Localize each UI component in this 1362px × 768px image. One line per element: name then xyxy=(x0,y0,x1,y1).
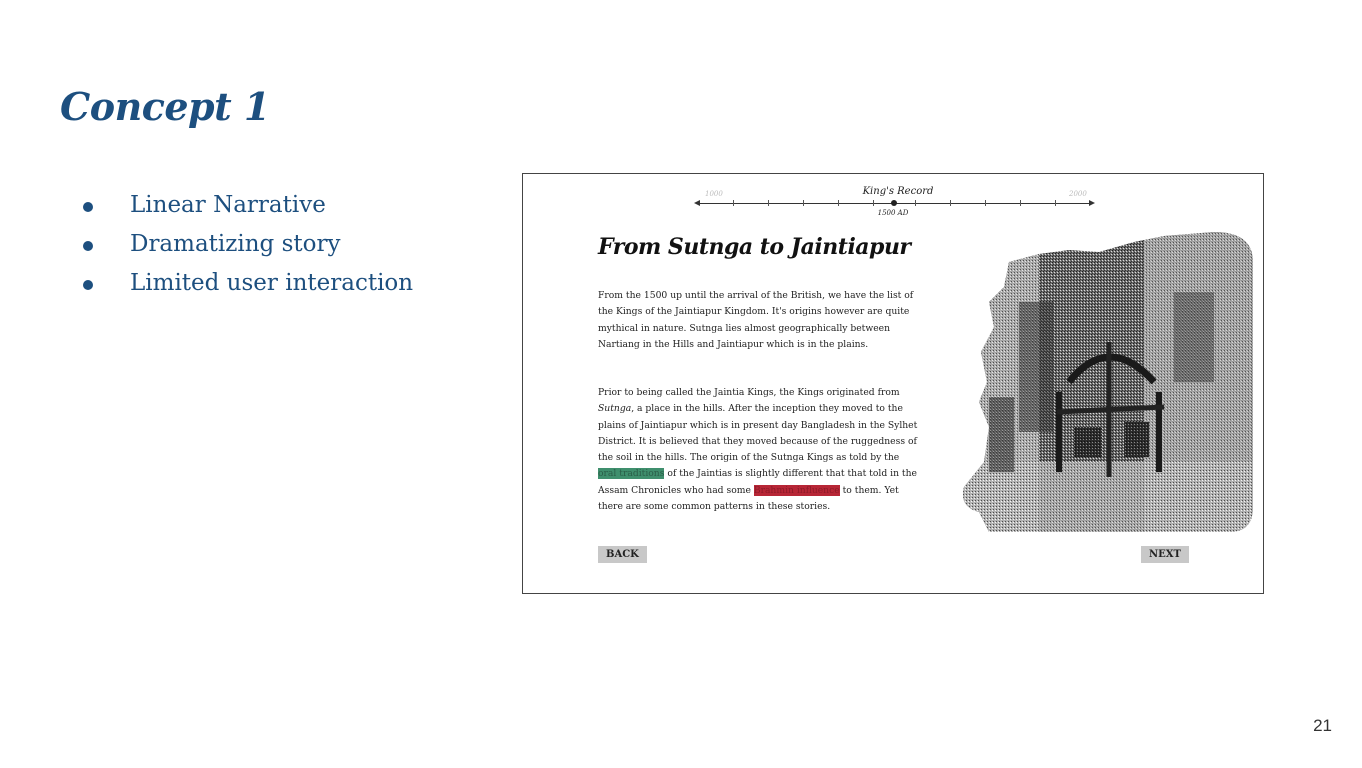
timeline-tick xyxy=(950,200,951,206)
highlight-brahmin-influence[interactable]: Brahmin influence xyxy=(753,484,840,496)
bullet-dot-icon xyxy=(83,280,93,290)
timeline-marker[interactable] xyxy=(891,200,897,206)
timeline-current-label: 1500 AD xyxy=(877,209,909,217)
bullet-text: Dramatizing story xyxy=(130,231,341,257)
story-paragraph-2 xyxy=(598,385,918,515)
timeline-end-label: 2000 xyxy=(1069,190,1087,198)
page-number: 21 xyxy=(1313,716,1332,735)
next-button[interactable]: NEXT xyxy=(1141,546,1189,563)
bullet-item xyxy=(78,264,413,303)
ruin-photo xyxy=(959,232,1253,532)
story-paragraph-1: From the 1500 up until the arrival of the British, we have the list of the Kings of the Jaintiapur Kingdom. It's origins however are quite mythical in nature. Sutnga lies almost geographically between Nartiang in the Hills and Jaintiapur which is in the plains. xyxy=(598,290,914,350)
timeline-tick xyxy=(733,200,734,206)
timeline-tick xyxy=(838,200,839,206)
timeline-right-arrow-icon xyxy=(1089,200,1095,206)
story-title: From Sutnga to Jaintiapur xyxy=(598,234,911,260)
story-mockup-frame xyxy=(522,173,1264,594)
timeline-tick xyxy=(768,200,769,206)
slide-title: Concept 1 xyxy=(60,84,270,129)
bullet-text: Linear Narrative xyxy=(130,192,326,218)
highlight-oral-traditions[interactable]: oral traditions xyxy=(598,468,665,480)
bullet-dot-icon xyxy=(83,241,93,251)
timeline-tick xyxy=(1055,200,1056,206)
timeline-tick xyxy=(1020,200,1021,206)
back-button[interactable]: BACK xyxy=(598,546,647,563)
bullet-dot-icon xyxy=(83,202,93,212)
timeline-title: King's Record xyxy=(862,186,934,197)
timeline-tick xyxy=(873,200,874,206)
paragraph-text: , a place in the hills. After the inception they moved to the plains of Jaintiapur which is in present day Bangladesh in the Sylhet District. It is believed that they moved because of the ruggedness of the soil in the hills. The origin of the Sutnga Kings as told by the xyxy=(598,403,918,464)
paragraph-text: to them. Yet there are some common patterns in these stories. xyxy=(598,484,899,513)
bullet-item xyxy=(78,225,413,264)
place-name: Sutnga xyxy=(598,403,632,415)
timeline-tick xyxy=(985,200,986,206)
timeline-start-label: 1000 xyxy=(705,190,723,198)
timeline-tick xyxy=(803,200,804,206)
bullet-text: Limited user interaction xyxy=(130,270,414,296)
bullet-list xyxy=(78,186,413,303)
paragraph-text: of the Jaintias is slightly different that that told in the Assam Chronicles who had some xyxy=(598,468,917,496)
timeline-tick xyxy=(915,200,916,206)
paragraph-text: Prior to being called the Jaintia Kings, the Kings originated from xyxy=(598,387,900,398)
bullet-item xyxy=(78,186,413,225)
